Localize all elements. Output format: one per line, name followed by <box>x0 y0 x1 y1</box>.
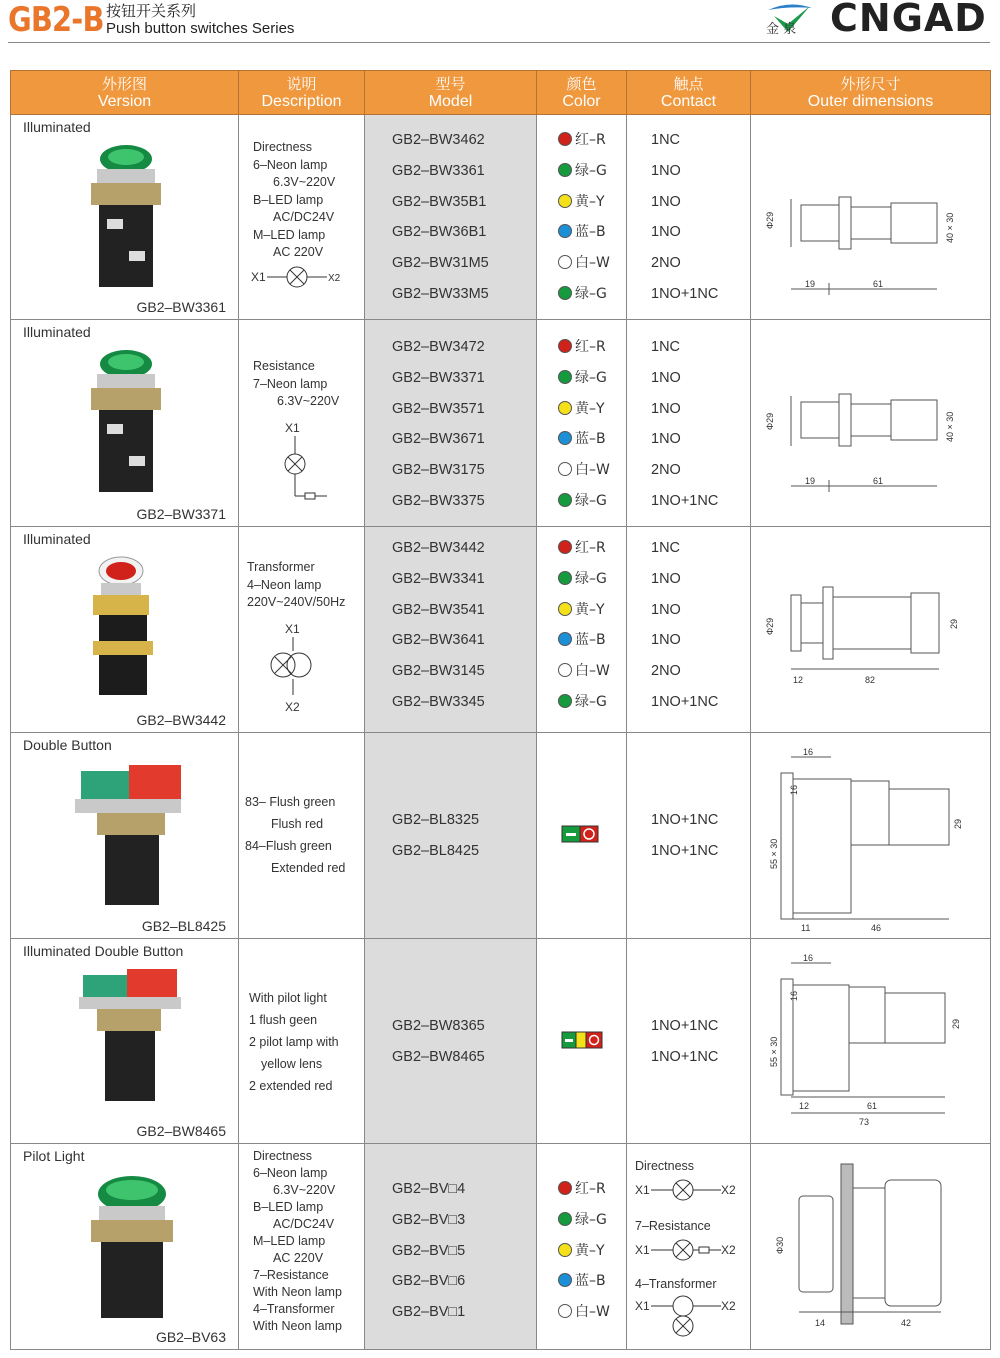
svg-text:29: 29 <box>951 1018 961 1029</box>
logo-subtitle: 金 泉 <box>766 22 797 37</box>
contact-item: 2NO <box>651 663 681 680</box>
description-cell <box>239 1144 365 1350</box>
svg-text:Φ29: Φ29 <box>765 617 775 635</box>
description-cell <box>239 733 365 939</box>
color-item: 白–W <box>537 248 626 279</box>
version-model-label: GB2–BW3361 <box>136 299 226 315</box>
svg-text:12: 12 <box>799 1101 810 1111</box>
model-cell <box>365 733 537 939</box>
model-item: GB2–BW3345 <box>392 693 485 710</box>
color-item: 蓝–B <box>537 625 626 656</box>
svg-text:19: 19 <box>805 476 816 486</box>
description-text: Transformer 4–Neon lamp 220V~240V/50Hz <box>247 560 346 609</box>
svg-text:12: 12 <box>793 675 804 685</box>
contact-cell <box>627 527 751 733</box>
model-item: GB2–BW3571 <box>392 400 485 417</box>
svg-text:19: 19 <box>805 279 816 289</box>
svg-text:X1: X1 <box>635 1183 650 1197</box>
dimension-cell <box>751 939 991 1144</box>
model-item: GB2–BW36B1 <box>392 224 487 241</box>
svg-text:14: 14 <box>815 1318 826 1328</box>
contact-cell <box>627 320 751 527</box>
model-item: GB2–BV□6 <box>392 1273 466 1290</box>
table-row <box>11 939 991 1144</box>
color-dot-icon <box>558 632 572 646</box>
model-item: GB2–BW3641 <box>392 632 485 649</box>
model-item: GB2–BW3442 <box>392 540 485 556</box>
model-item: GB2–BW3145 <box>392 663 485 680</box>
model-item: GB2–BW3371 <box>392 369 485 386</box>
color-dot-icon <box>558 370 572 384</box>
lamp-symbol-icon <box>251 265 351 289</box>
svg-text:82: 82 <box>865 675 876 685</box>
version-cell <box>11 733 239 939</box>
color-dot-icon <box>558 663 572 677</box>
table-row <box>11 1144 991 1350</box>
color-cell <box>537 115 627 320</box>
model-cell <box>365 527 537 733</box>
color-item: 黄–Y <box>537 187 626 218</box>
model-item: GB2–BW3541 <box>392 601 485 618</box>
svg-text:29: 29 <box>949 618 959 629</box>
description-text: Directness 6–Neon lamp 6.3V~220V B–LED lamp AC/DC24V M–LED lamp AC 220V <box>253 140 336 259</box>
contact-label: 7–Resistance <box>635 1219 711 1233</box>
description-text: Directness 6–Neon lamp 6.3V~220V B–LED lamp AC/DC24V M–LED lamp AC 220V 7–Resistance With Neon lamp 4–Transformer With Neon lamp <box>253 1149 342 1333</box>
contact-item: 1NO+1NC <box>651 842 719 859</box>
table-header-row <box>11 71 991 115</box>
contact-item: 2NO <box>651 462 681 479</box>
color-cell <box>537 939 627 1144</box>
product-image <box>71 346 181 496</box>
version-label: Illuminated <box>23 531 91 547</box>
color-cell <box>537 1144 627 1350</box>
svg-text:X2: X2 <box>721 1299 736 1313</box>
model-cell <box>365 1144 537 1350</box>
model-cell <box>365 939 537 1144</box>
description-cell <box>239 527 365 733</box>
color-dot-icon <box>558 401 572 415</box>
contact-label: Directness <box>635 1159 695 1173</box>
version-label: Double Button <box>23 737 112 753</box>
column-header-color: 颜色 Color <box>537 71 627 115</box>
symbol-x1-label: X1 <box>285 622 300 636</box>
symbol-x2-label: X2 <box>328 273 341 284</box>
svg-text:61: 61 <box>873 476 884 486</box>
version-label: Illuminated <box>23 119 91 135</box>
model-item: GB2–BW3341 <box>392 570 485 587</box>
dimension-drawing <box>761 330 981 510</box>
model-cell <box>365 115 537 320</box>
model-item: GB2–BW3472 <box>392 339 485 355</box>
dimension-cell <box>751 733 991 939</box>
contact-cell <box>627 1144 751 1350</box>
product-image <box>77 1174 187 1324</box>
svg-text:55 × 30: 55 × 30 <box>769 1036 779 1067</box>
product-image <box>77 965 187 1115</box>
direct-lamp-symbol-icon <box>635 1178 745 1202</box>
contact-cell <box>627 733 751 939</box>
column-header-version: 外形图 Version <box>11 71 239 115</box>
contact-item: 1NO <box>651 601 681 618</box>
model-item: GB2–BW35B1 <box>392 193 487 210</box>
svg-text:16: 16 <box>789 990 799 1001</box>
color-dot-icon <box>558 462 572 476</box>
transformer-lamp-symbol-icon <box>265 621 345 721</box>
model-item: GB2–BV□3 <box>392 1211 466 1228</box>
svg-text:Φ30: Φ30 <box>775 1236 785 1254</box>
dimension-cell <box>751 320 991 527</box>
model-item: GB2–BV□5 <box>392 1242 466 1259</box>
svg-text:40 × 30: 40 × 30 <box>945 411 955 442</box>
contact-item: 1NO+1NC <box>651 812 719 828</box>
contact-item: 1NO+1NC <box>651 693 719 710</box>
color-dot-icon <box>558 194 572 208</box>
contact-item: 1NO <box>651 224 681 241</box>
color-item: 红–R <box>537 125 626 156</box>
svg-text:Φ29: Φ29 <box>765 412 775 430</box>
color-dot-icon <box>558 431 572 445</box>
color-item: 绿–G <box>537 687 626 718</box>
model-item: GB2–BW33M5 <box>392 285 489 302</box>
contact-item: 1NO+1NC <box>651 1048 719 1065</box>
contact-item: 1NO <box>651 431 681 448</box>
dimension-cell <box>751 115 991 320</box>
svg-text:73: 73 <box>859 1117 870 1127</box>
color-dot-icon <box>558 1181 572 1195</box>
resistance-lamp-symbol-icon <box>275 420 355 510</box>
color-item: 绿–G <box>537 486 626 517</box>
description-cell <box>239 320 365 527</box>
color-item: 绿–G <box>537 564 626 595</box>
color-dot-icon <box>558 132 572 146</box>
color-dot-icon <box>558 286 572 300</box>
table-row <box>11 733 991 939</box>
model-item: GB2–BW3361 <box>392 162 485 179</box>
version-cell <box>11 115 239 320</box>
color-dot-icon <box>558 571 572 585</box>
contact-item: 1NO <box>651 369 681 386</box>
color-item: 绿–G <box>537 156 626 187</box>
column-header-contact: 触点 Contact <box>627 71 751 115</box>
color-item: 绿–G <box>537 363 626 394</box>
description-cell <box>239 115 365 320</box>
contact-item: 1NO <box>651 162 681 179</box>
svg-text:16: 16 <box>803 747 814 757</box>
dimension-drawing <box>761 537 981 717</box>
contact-item: 1NC <box>651 339 681 355</box>
series-code: GB2-B <box>8 0 104 40</box>
color-item: 蓝–B <box>537 1266 626 1297</box>
model-item: GB2–BW3671 <box>392 431 485 448</box>
contact-item: 1NO <box>651 400 681 417</box>
contact-cell <box>627 115 751 320</box>
product-image <box>71 759 181 909</box>
color-item: 红–R <box>537 332 626 363</box>
version-label: Illuminated <box>23 324 91 340</box>
version-cell <box>11 939 239 1144</box>
color-item: 蓝–B <box>537 217 626 248</box>
double-button-pilot-color-icon <box>561 1031 611 1051</box>
color-cell <box>537 733 627 939</box>
version-model-label: GB2–BV63 <box>155 1329 226 1345</box>
color-item: 黄–Y <box>537 394 626 425</box>
color-item: 白–W <box>537 455 626 486</box>
svg-text:Φ29: Φ29 <box>765 211 775 229</box>
model-item: GB2–BW31M5 <box>392 255 489 272</box>
color-dot-icon <box>558 694 572 708</box>
svg-text:X1: X1 <box>635 1243 650 1257</box>
svg-text:X1: X1 <box>635 1299 650 1313</box>
version-cell <box>11 1144 239 1350</box>
resistance-lamp-symbol-icon <box>635 1238 745 1262</box>
color-dot-icon <box>558 493 572 507</box>
description-text: 83– Flush green Flush red 84–Flush green Extended red <box>245 795 346 875</box>
version-model-label: GB2–BW3442 <box>136 712 226 728</box>
contact-item: 1NO+1NC <box>651 492 719 509</box>
contact-cell <box>627 939 751 1144</box>
color-dot-icon <box>558 602 572 616</box>
model-item: GB2–BW8465 <box>392 1048 485 1065</box>
version-model-label: GB2–BW8465 <box>136 1123 226 1139</box>
color-item: 红–R <box>537 533 626 564</box>
model-item: GB2–BL8325 <box>392 812 480 828</box>
model-cell <box>365 320 537 527</box>
dimension-cell <box>751 1144 991 1350</box>
column-header-model: 型号 Model <box>365 71 537 115</box>
brand-logo <box>760 0 990 40</box>
model-item: GB2–BW3462 <box>392 132 485 148</box>
color-dot-icon <box>558 163 572 177</box>
model-item: GB2–BW3375 <box>392 492 485 509</box>
contact-item: 1NO <box>651 193 681 210</box>
version-cell <box>11 527 239 733</box>
description-cell <box>239 939 365 1144</box>
contact-item: 1NO <box>651 570 681 587</box>
color-dot-icon <box>558 255 572 269</box>
logo-wordmark: CNGAD <box>830 0 987 40</box>
header-divider <box>8 42 990 43</box>
contact-item: 1NO <box>651 632 681 649</box>
color-dot-icon <box>558 540 572 554</box>
model-item: GB2–BL8425 <box>392 842 480 859</box>
page-header <box>0 0 1000 46</box>
svg-text:55 × 30: 55 × 30 <box>769 838 779 869</box>
symbol-x2-label: X2 <box>285 700 300 714</box>
dimension-cell <box>751 527 991 733</box>
description-text: Resistance 7–Neon lamp 6.3V~220V <box>253 359 340 408</box>
svg-text:61: 61 <box>867 1101 878 1111</box>
column-header-description: 说明 Description <box>239 71 365 115</box>
model-item: GB2–BV□4 <box>392 1181 466 1197</box>
contact-item: 1NC <box>651 540 681 556</box>
symbol-x1-label: X1 <box>285 421 300 435</box>
product-image <box>71 553 181 703</box>
version-label: Illuminated Double Button <box>23 943 184 959</box>
version-label: Pilot Light <box>23 1148 85 1164</box>
color-dot-icon <box>558 339 572 353</box>
svg-text:X2: X2 <box>721 1183 736 1197</box>
model-item: GB2–BW3175 <box>392 462 485 479</box>
description-text: With pilot light 1 flush geen 2 pilot lamp with yellow lens 2 extended red <box>249 991 339 1093</box>
svg-text:29: 29 <box>953 818 963 829</box>
svg-text:16: 16 <box>789 784 799 795</box>
svg-text:16: 16 <box>803 953 814 963</box>
color-item: 黄–Y <box>537 595 626 626</box>
color-item: 绿–G <box>537 1205 626 1236</box>
contact-item: 2NO <box>651 255 681 272</box>
product-table <box>10 70 991 1350</box>
transformer-lamp-symbol-icon <box>635 1294 745 1342</box>
dimension-drawing <box>761 743 981 933</box>
svg-text:46: 46 <box>871 923 882 933</box>
column-header-dimensions: 外形尺寸 Outer dimensions <box>751 71 991 115</box>
color-dot-icon <box>558 1304 572 1318</box>
model-item: GB2–BV□1 <box>392 1304 466 1321</box>
model-item: GB2–BW8365 <box>392 1018 485 1034</box>
table-row <box>11 115 991 320</box>
dimension-drawing <box>761 125 981 305</box>
double-button-color-icon <box>561 825 601 845</box>
color-cell <box>537 527 627 733</box>
series-title-en: Push button switches Series <box>106 20 295 37</box>
version-model-label: GB2–BL8425 <box>141 918 226 934</box>
product-image <box>71 141 181 291</box>
color-item: 红–R <box>537 1174 626 1205</box>
color-dot-icon <box>558 224 572 238</box>
contact-item: 1NO+1NC <box>651 1018 719 1034</box>
contact-item: 1NC <box>651 132 681 148</box>
svg-text:40 × 30: 40 × 30 <box>945 212 955 243</box>
svg-text:42: 42 <box>901 1318 912 1328</box>
svg-text:X2: X2 <box>721 1243 736 1257</box>
contact-label: 4–Transformer <box>635 1277 717 1291</box>
version-cell <box>11 320 239 527</box>
table-row <box>11 527 991 733</box>
color-item: 绿–G <box>537 279 626 310</box>
series-title-cn: 按钮开关系列 <box>106 2 197 20</box>
color-dot-icon <box>558 1273 572 1287</box>
symbol-x1-label: X1 <box>251 270 266 284</box>
dimension-drawing <box>761 1154 981 1344</box>
color-dot-icon <box>558 1212 572 1226</box>
contact-item: 1NO+1NC <box>651 285 719 302</box>
color-item: 白–W <box>537 656 626 687</box>
color-dot-icon <box>558 1243 572 1257</box>
color-item: 黄–Y <box>537 1236 626 1267</box>
svg-text:11: 11 <box>801 923 811 933</box>
color-item: 白–W <box>537 1297 626 1328</box>
svg-text:61: 61 <box>873 279 884 289</box>
color-cell <box>537 320 627 527</box>
table-row <box>11 320 991 527</box>
version-model-label: GB2–BW3371 <box>136 506 226 522</box>
dimension-drawing <box>761 949 981 1139</box>
color-item: 蓝–B <box>537 424 626 455</box>
